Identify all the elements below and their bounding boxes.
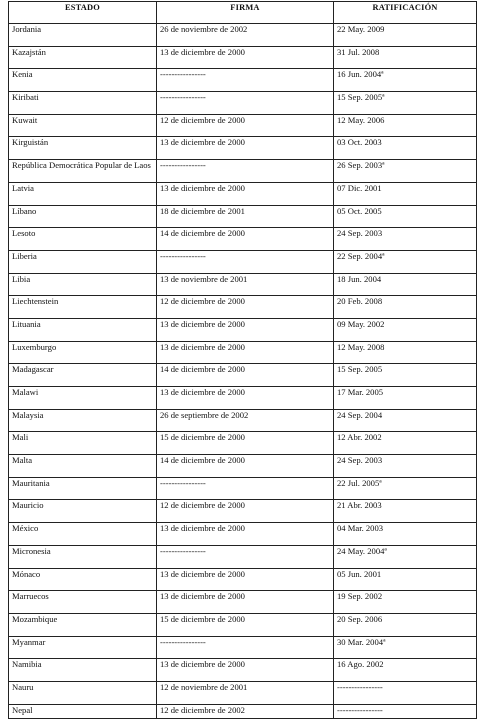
cell-firma: ---------------- xyxy=(157,477,334,500)
cell-estado: Kiribati xyxy=(9,92,157,115)
cell-ratificacion: ---------------- xyxy=(334,681,477,704)
cell-firma: 18 de diciembre de 2001 xyxy=(157,205,334,228)
table-row xyxy=(9,341,477,364)
cell-ratificacion: 04 Mar. 2003 xyxy=(334,523,477,546)
table-row xyxy=(9,432,477,455)
cell-firma: 13 de diciembre de 2000 xyxy=(157,46,334,69)
cell-firma: 14 de diciembre de 2000 xyxy=(157,455,334,478)
cell-ratificacion: 30 Mar. 2004ª xyxy=(334,636,477,659)
cell-estado: México xyxy=(9,523,157,546)
table-row xyxy=(9,182,477,205)
cell-estado: Luxemburgo xyxy=(9,341,157,364)
table-row xyxy=(9,137,477,160)
cell-ratificacion: 20 Sep. 2006 xyxy=(334,613,477,636)
cell-ratificacion: ---------------- xyxy=(334,704,477,718)
cell-estado: Mauricio xyxy=(9,500,157,523)
header-firma: FIRMA xyxy=(157,2,334,24)
table-row xyxy=(9,681,477,704)
cell-estado: Marruecos xyxy=(9,591,157,614)
cell-ratificacion: 18 Jun. 2004 xyxy=(334,273,477,296)
cell-firma: ---------------- xyxy=(157,545,334,568)
cell-ratificacion: 05 Oct. 2005 xyxy=(334,205,477,228)
cell-firma: 26 de noviembre de 2002 xyxy=(157,24,334,47)
cell-estado: Mónaco xyxy=(9,568,157,591)
cell-firma: 13 de noviembre de 2001 xyxy=(157,273,334,296)
table-row xyxy=(9,409,477,432)
cell-ratificacion: 07 Dic. 2001 xyxy=(334,182,477,205)
cell-estado: Mali xyxy=(9,432,157,455)
header-ratificacion: RATIFICACIÓN xyxy=(334,2,477,24)
table-row xyxy=(9,364,477,387)
cell-ratificacion: 15 Sep. 2005ª xyxy=(334,92,477,115)
cell-estado: Latvia xyxy=(9,182,157,205)
cell-estado: Liechtenstein xyxy=(9,296,157,319)
cell-firma: 13 de diciembre de 2000 xyxy=(157,387,334,410)
cell-ratificacion: 09 May. 2002 xyxy=(334,318,477,341)
cell-estado: Malaysia xyxy=(9,409,157,432)
cell-ratificacion: 22 May. 2009 xyxy=(334,24,477,47)
cell-firma: ---------------- xyxy=(157,636,334,659)
cell-estado: Mauritania xyxy=(9,477,157,500)
cell-firma: 12 de noviembre de 2001 xyxy=(157,681,334,704)
cell-estado: Kenia xyxy=(9,69,157,92)
cell-ratificacion: 22 Jul. 2005ª xyxy=(334,477,477,500)
table-body xyxy=(9,24,477,719)
cell-ratificacion: 05 Jun. 2001 xyxy=(334,568,477,591)
cell-ratificacion: 12 May. 2008 xyxy=(334,341,477,364)
table-header xyxy=(9,2,477,24)
cell-firma: 13 de diciembre de 2000 xyxy=(157,182,334,205)
cell-estado: Kuwait xyxy=(9,114,157,137)
cell-estado: Mozambique xyxy=(9,613,157,636)
cell-estado: Nauru xyxy=(9,681,157,704)
cell-ratificacion: 19 Sep. 2002 xyxy=(334,591,477,614)
table-row xyxy=(9,636,477,659)
cell-firma: 12 de diciembre de 2000 xyxy=(157,500,334,523)
table-row xyxy=(9,613,477,636)
table-row xyxy=(9,387,477,410)
cell-firma: 14 de diciembre de 2000 xyxy=(157,364,334,387)
cell-ratificacion: 03 Oct. 2003 xyxy=(334,137,477,160)
table-row xyxy=(9,477,477,500)
table-row xyxy=(9,296,477,319)
cell-firma: 13 de diciembre de 2000 xyxy=(157,137,334,160)
cell-firma: 26 de septiembre de 2002 xyxy=(157,409,334,432)
table-row xyxy=(9,205,477,228)
cell-ratificacion: 16 Ago. 2002 xyxy=(334,659,477,682)
cell-estado: Micronesia xyxy=(9,545,157,568)
cell-firma: ---------------- xyxy=(157,160,334,183)
cell-firma: 13 de diciembre de 2000 xyxy=(157,591,334,614)
cell-firma: 15 de diciembre de 2000 xyxy=(157,613,334,636)
cell-firma: 15 de diciembre de 2000 xyxy=(157,432,334,455)
table-row xyxy=(9,46,477,69)
cell-firma: 13 de diciembre de 2000 xyxy=(157,341,334,364)
table-row xyxy=(9,228,477,251)
table-row xyxy=(9,92,477,115)
table-row xyxy=(9,523,477,546)
cell-estado: Lesoto xyxy=(9,228,157,251)
cell-estado: Jordania xyxy=(9,24,157,47)
table-row xyxy=(9,704,477,718)
cell-estado: Liberia xyxy=(9,250,157,273)
cell-ratificacion: 24 Sep. 2003 xyxy=(334,228,477,251)
cell-ratificacion: 16 Jun. 2004ª xyxy=(334,69,477,92)
cell-ratificacion: 12 Abr. 2002 xyxy=(334,432,477,455)
cell-estado: Líbano xyxy=(9,205,157,228)
cell-estado: Libia xyxy=(9,273,157,296)
cell-firma: 14 de diciembre de 2000 xyxy=(157,228,334,251)
cell-firma: ---------------- xyxy=(157,250,334,273)
cell-firma: 12 de diciembre de 2002 xyxy=(157,704,334,718)
cell-ratificacion: 17 Mar. 2005 xyxy=(334,387,477,410)
cell-firma: 13 de diciembre de 2000 xyxy=(157,659,334,682)
cell-ratificacion: 31 Jul. 2008 xyxy=(334,46,477,69)
cell-estado: Myanmar xyxy=(9,636,157,659)
table-row xyxy=(9,318,477,341)
cell-estado: Kazajstán xyxy=(9,46,157,69)
cell-estado: Malta xyxy=(9,455,157,478)
cell-ratificacion: 24 May. 2004ª xyxy=(334,545,477,568)
cell-firma: 13 de diciembre de 2000 xyxy=(157,568,334,591)
cell-firma: ---------------- xyxy=(157,69,334,92)
cell-estado: Malawi xyxy=(9,387,157,410)
table-row xyxy=(9,114,477,137)
header-row xyxy=(9,2,477,24)
cell-estado: Lituania xyxy=(9,318,157,341)
cell-ratificacion: 24 Sep. 2003 xyxy=(334,455,477,478)
table-row xyxy=(9,568,477,591)
cell-estado: Madagascar xyxy=(9,364,157,387)
cell-ratificacion: 15 Sep. 2005 xyxy=(334,364,477,387)
table-row xyxy=(9,250,477,273)
table-row xyxy=(9,24,477,47)
cell-estado: Nepal xyxy=(9,704,157,718)
cell-firma: 12 de diciembre de 2000 xyxy=(157,114,334,137)
cell-estado: República Democrática Popular de Laos xyxy=(9,160,157,183)
cell-firma: ---------------- xyxy=(157,92,334,115)
cell-ratificacion: 21 Abr. 2003 xyxy=(334,500,477,523)
table-row xyxy=(9,160,477,183)
cell-estado: Kirguistán xyxy=(9,137,157,160)
cell-ratificacion: 12 May. 2006 xyxy=(334,114,477,137)
ratification-table xyxy=(8,1,477,719)
table-row xyxy=(9,273,477,296)
cell-ratificacion: 22 Sep. 2004ª xyxy=(334,250,477,273)
header-estado: ESTADO xyxy=(9,2,157,24)
cell-firma: 13 de diciembre de 2000 xyxy=(157,523,334,546)
table-row xyxy=(9,500,477,523)
table-row xyxy=(9,455,477,478)
cell-firma: 12 de diciembre de 2000 xyxy=(157,296,334,319)
table-row xyxy=(9,545,477,568)
cell-estado: Namibia xyxy=(9,659,157,682)
cell-ratificacion: 26 Sep. 2003ª xyxy=(334,160,477,183)
table-row xyxy=(9,591,477,614)
table-row xyxy=(9,69,477,92)
cell-ratificacion: 20 Feb. 2008 xyxy=(334,296,477,319)
cell-ratificacion: 24 Sep. 2004 xyxy=(334,409,477,432)
table-row xyxy=(9,659,477,682)
cell-firma: 13 de diciembre de 2000 xyxy=(157,318,334,341)
